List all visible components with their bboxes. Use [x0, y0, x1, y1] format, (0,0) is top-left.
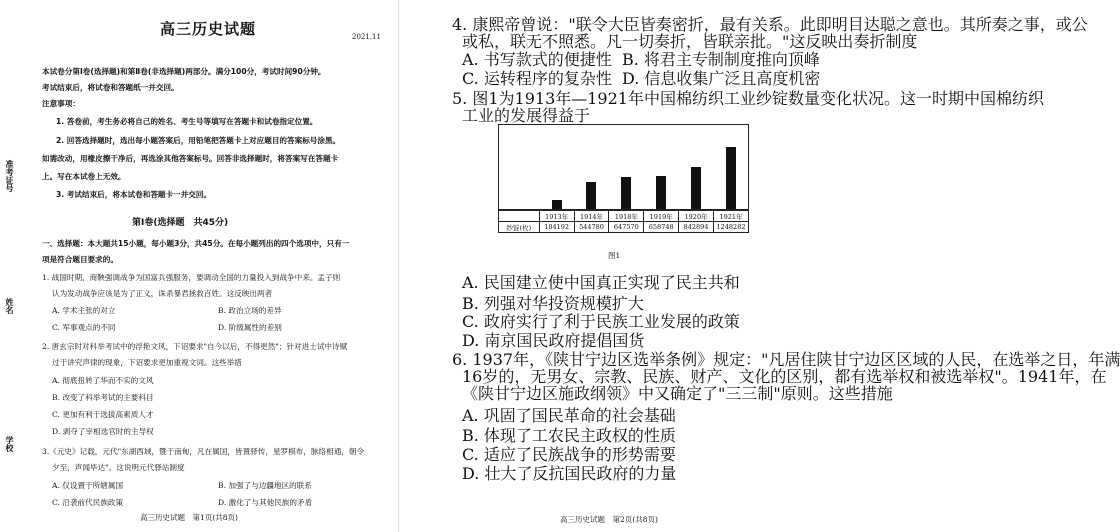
- spindle-bar: [586, 182, 596, 209]
- spindle-value: 1248282: [713, 222, 748, 233]
- q2-stem: 2. 唐玄宗时对科举考试中的浮艳文风，下诏要求"自今以后，不得更然"；针对进士试中诗赋: [42, 342, 348, 351]
- spindle-bar: [656, 176, 666, 209]
- notice-line: 1. 答卷前，考生务必将自己的姓名、考生号等填写在答题卡和试卷指定位置。: [56, 117, 318, 126]
- q1-option-d: D. 阶级属性的差别: [218, 323, 282, 332]
- page-1: [0, 0, 400, 532]
- chart-plot-area: [498, 124, 749, 210]
- q4-option-b: B. 将君主专制制度推向顶峰: [622, 50, 820, 69]
- spindle-chart: [498, 124, 749, 234]
- spindle-bar: [726, 147, 736, 209]
- spindle-value: 658748: [644, 222, 679, 233]
- q6-option-c: C. 适应了民族战争的形势需要: [462, 445, 676, 464]
- page-title: 高三历史试题: [160, 20, 257, 38]
- year-label: 1914年: [574, 211, 609, 222]
- exam-date: 2021.11: [352, 33, 381, 41]
- q2-option-c: C. 更加有利于选拔高素质人才: [52, 410, 154, 419]
- instruction-line: 项是符合题目要求的。: [42, 255, 118, 264]
- year-label: 1919年: [644, 211, 679, 222]
- page-footer: 高三历史试题 第2页(共8页): [560, 515, 658, 524]
- label-school: 学校: [5, 436, 15, 452]
- instruction-line: 一、选择题：本大题共15小题，每小题3分，共45分。在每小题列出的四个选项中，只有一: [42, 239, 350, 248]
- q5-option-b: B. 列强对华投资规模扩大: [462, 294, 644, 313]
- q3-option-a: A. 仅设置于所辖属国: [52, 481, 124, 490]
- spindle-value: 544780: [574, 222, 609, 233]
- q4-option-c: C. 运转程序的复杂性: [462, 69, 612, 88]
- table-row-label: 纱锭(枚): [499, 222, 540, 233]
- q6-option-a: A. 巩固了国民革命的社会基础: [462, 406, 676, 425]
- year-label: 1913年: [539, 211, 574, 222]
- q2-option-b: B. 改变了科举考试的主要科目: [52, 393, 154, 402]
- page-footer: 高三历史试题 第1页(共8页): [140, 513, 238, 522]
- spindle-value: 842894: [679, 222, 714, 233]
- q1-stem: 1. 战国时期，商鞅强调战争为国富兵强服务，要调动全国的力量投入到战争中来。孟子则: [42, 273, 341, 282]
- year-label: 1920年: [679, 211, 714, 222]
- label-name: 姓名: [5, 298, 15, 314]
- chart-data-table: [498, 210, 749, 233]
- q4-stem: 4. 康熙帝曾说："联令大臣皆奏密折，最有关系。此即明目达聪之意也。其所奏之事，或公: [452, 15, 1088, 34]
- year-label: 1921年: [713, 211, 748, 222]
- page-divider: [398, 0, 399, 532]
- q2-option-a: A. 彻底扭转了华而不实的文风: [52, 376, 154, 385]
- section-heading: 第Ⅰ卷(选择题 共45分): [132, 218, 229, 228]
- spindle-value: 647570: [609, 222, 644, 233]
- year-label: 1918年: [609, 211, 644, 222]
- spindle-value: 184192: [539, 222, 574, 233]
- q4-option-d: D. 信息收集广泛且高度机密: [622, 69, 821, 88]
- q3-option-d: D. 激化了与其他民族的矛盾: [218, 498, 313, 507]
- notice-line: 2. 回答选择题时，选出每小题答案后，用铅笔把答题卡上对应题目的答案标号涂黑。: [56, 136, 341, 145]
- q5-stem: 5. 图1为1913年—1921年中国棉纺织工业纱锭数量变化状况。这一时期中国棉纺织: [452, 89, 1044, 108]
- table-corner: [499, 211, 540, 222]
- q2-stem: 过于讲究声律的现象，下诏要求更加重视文词。这些举措: [52, 358, 242, 367]
- label-exam-id: 准考证号: [5, 160, 15, 192]
- q3-stem: 夕至，声闻毕达"。这说明元代驿站制度: [52, 463, 185, 472]
- q6-stem: 6. 1937年，《陕甘宁边区选举条例》规定："凡居住陕甘宁边区区域的人民，在选举之日，年满: [452, 350, 1120, 369]
- intro-line: 本试卷分第Ⅰ卷(选择题)和第Ⅱ卷(非选择题)两部分。满分100分，考试时间90分钟。: [42, 67, 326, 76]
- q6-option-d: D. 壮大了反抗国民政府的力量: [462, 464, 677, 483]
- q3-stem: 3.《元史》记载，元代"东湖西域，暨于南甸，凡在属国，皆置驿传，星罗棋布，脉络相通，朝令: [42, 447, 365, 456]
- q5-option-d: D. 南京国民政府提倡国货: [462, 331, 645, 350]
- q1-option-b: B. 政治立场的差异: [218, 306, 282, 315]
- q1-option-c: C. 军事观点的不同: [52, 323, 116, 332]
- intro-line: 考试结束后，将试卷和答题纸一并交回。: [42, 83, 179, 92]
- notice-line: 3. 考试结束后，将本试卷和答题卡一并交回。: [56, 190, 212, 199]
- q3-option-b: B. 加强了与边疆地区的联系: [218, 481, 312, 490]
- q4-stem: 或私，联无不照悉。凡一切奏折，皆联亲批。"这反映出奏折制度: [462, 32, 918, 51]
- q6-stem: 16岁的，无男女、宗教、民族、财产、文化的区别，都有选举权和被选举权"。1941年，在: [462, 367, 1107, 386]
- spindle-bar: [552, 200, 562, 209]
- spindle-bar: [691, 167, 701, 209]
- figure-caption: 图1: [608, 251, 621, 260]
- notice-title: 注意事项：: [42, 99, 80, 108]
- q6-stem: 《陕甘宁边区施政纲领》中又确定了"三三制"原则。这些措施: [462, 384, 893, 403]
- notice-line: 上。写在本试卷上无效。: [42, 172, 126, 181]
- q1-option-a: A. 学术主张的对立: [52, 306, 116, 315]
- q5-option-c: C. 政府实行了利于民族工业发展的政策: [462, 312, 740, 331]
- q5-stem: 工业的发展得益于: [462, 106, 591, 125]
- q3-option-c: C. 沿袭前代民族政策: [52, 498, 124, 507]
- q5-option-a: A. 民国建立使中国真正实现了民主共和: [462, 273, 740, 292]
- q6-option-b: B. 体现了工农民主政权的性质: [462, 426, 676, 445]
- q4-option-a: A. 书写款式的便捷性: [462, 50, 612, 69]
- notice-line: 如需改动，用橡皮擦干净后，再选涂其他答案标号。回答非选择题时，将答案写在答题卡: [42, 154, 339, 163]
- spindle-bar: [621, 177, 631, 209]
- q1-stem: 认为发动战争应该是为了正义，诛杀暴君拯救百姓。这反映出两者: [52, 289, 273, 298]
- q2-option-d: D. 剥夺了宰相选官时的主导权: [52, 427, 154, 436]
